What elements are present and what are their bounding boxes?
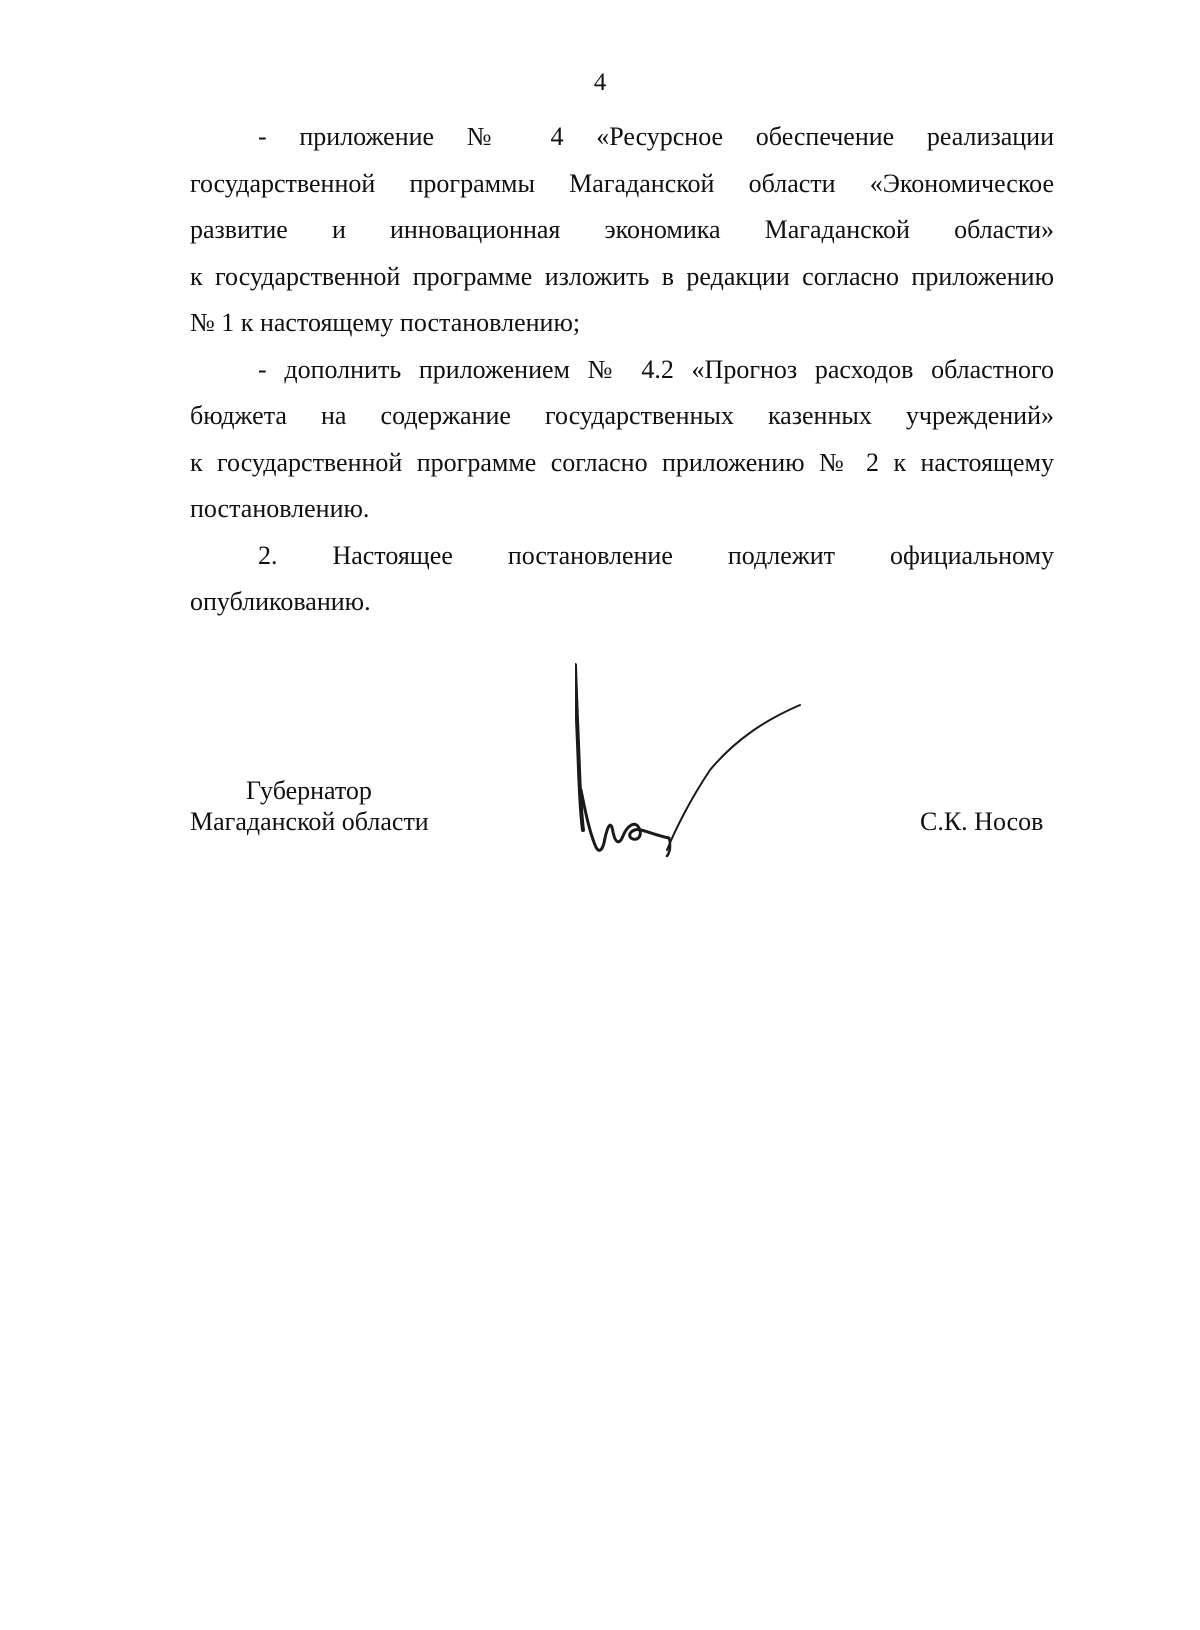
- paragraph-appendix-4-2: [190, 347, 1054, 533]
- signature-strokes: [575, 665, 800, 856]
- signatory-title: [190, 775, 429, 837]
- text-line: опубликованию.: [190, 587, 371, 616]
- signature-stroke-loops: [581, 790, 669, 850]
- handwritten-signature: [575, 660, 835, 890]
- text-line: - приложение № 4 «Ресурсное обеспечение реализации: [258, 122, 1054, 151]
- signatory-position: Губернатор: [246, 776, 372, 805]
- text-line: государственной программы Магаданской области «Экономическое: [190, 168, 1054, 198]
- document-body: [190, 114, 1054, 626]
- text-line: 2. Настоящее постановление подлежит официальному: [258, 540, 1054, 570]
- text-line: развитие и инновационная экономика Магаданской области»: [190, 215, 1054, 244]
- text-line: к государственной программе изложить в редакции согласно приложению: [190, 261, 1054, 291]
- paragraph-appendix-4: [190, 114, 1054, 347]
- page-number: 4: [593, 69, 607, 96]
- text-line: - дополнить приложением № 4.2 «Прогноз расходов областного: [258, 354, 1054, 384]
- text-line: постановлению.: [190, 494, 370, 523]
- paragraph-publication: [190, 533, 1054, 626]
- signature-stroke-vertical: [575, 665, 583, 830]
- signature-stroke-tick: [667, 705, 800, 850]
- signatory-name: С.К. Носов: [920, 807, 1044, 836]
- signatory-region: Магаданской области: [190, 807, 429, 836]
- text-line: бюджета на содержание государственных казенных учреждений»: [190, 401, 1054, 430]
- text-line: № 1 к настоящему постановлению;: [190, 308, 581, 337]
- text-line: к государственной программе согласно приложению № 2 к настоящему: [190, 447, 1054, 477]
